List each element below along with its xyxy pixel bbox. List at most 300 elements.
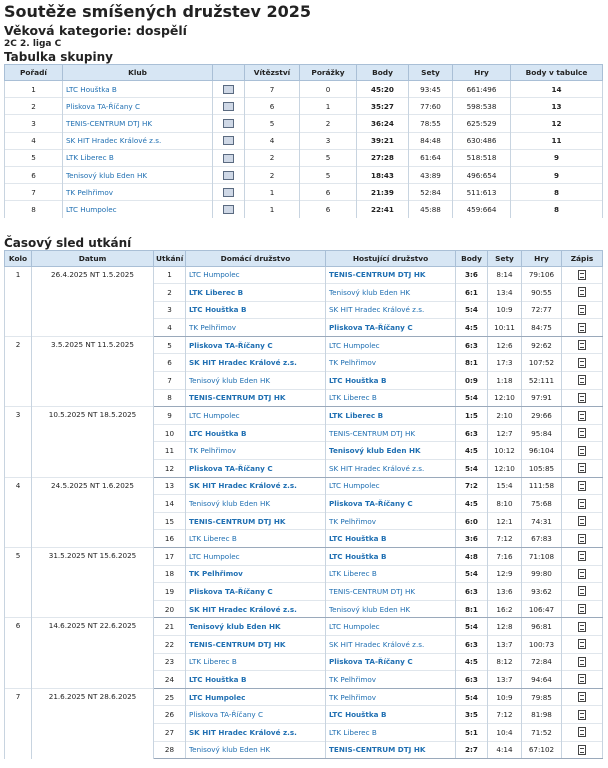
match-games-cell: 100:73 <box>522 635 562 653</box>
body-cell: 21:39 <box>357 184 409 201</box>
document-icon[interactable] <box>578 516 586 526</box>
group-row <box>5 132 603 149</box>
sets-cell: 43:89 <box>409 166 453 183</box>
match-number-cell: 20 <box>154 600 186 618</box>
match-sets-cell: 7:16 <box>488 548 522 566</box>
record-cell <box>562 530 603 548</box>
sets-cell: 84:48 <box>409 132 453 149</box>
round-date-cell: 14.6.2025 NT 22.6.2025 <box>32 618 154 688</box>
losses-cell: 5 <box>300 166 357 183</box>
home-team-link[interactable]: LTK Liberec B <box>186 653 326 671</box>
losses-cell: 2 <box>300 115 357 132</box>
group-row <box>5 81 603 98</box>
record-cell <box>562 706 603 724</box>
wins-cell: 2 <box>245 166 300 183</box>
home-team-link[interactable]: LTC Humpolec <box>186 548 326 566</box>
match-games-cell: 95:84 <box>522 424 562 442</box>
record-cell <box>562 301 603 319</box>
group-col-header: Sety <box>409 65 453 81</box>
document-icon[interactable] <box>578 428 586 438</box>
away-team-link[interactable]: LTC Humpolec <box>326 618 456 636</box>
away-team-link[interactable]: TK Pelhřimov <box>326 671 456 689</box>
document-icon[interactable] <box>578 727 586 737</box>
match-sets-cell: 10:9 <box>488 688 522 706</box>
away-team-link[interactable]: LTC Houštka B <box>326 548 456 566</box>
document-icon[interactable] <box>578 323 586 333</box>
match-body-cell: 6:3 <box>456 671 488 689</box>
match-games-cell: 74:31 <box>522 512 562 530</box>
losses-cell: 6 <box>300 184 357 201</box>
match-number-cell: 21 <box>154 618 186 636</box>
home-team-link[interactable]: Pliskova TA-Říčany C <box>186 583 326 601</box>
record-cell <box>562 354 603 372</box>
home-team-link[interactable]: Pliskova TA-Říčany C <box>186 706 326 724</box>
sets-cell: 61:64 <box>409 149 453 166</box>
document-icon[interactable] <box>578 463 586 473</box>
rank-cell: 4 <box>5 132 63 149</box>
match-body-cell: 4:5 <box>456 653 488 671</box>
match-number-cell: 6 <box>154 354 186 372</box>
match-games-cell: 79:106 <box>522 266 562 284</box>
home-team-link[interactable]: LTC Houštka B <box>186 424 326 442</box>
group-row <box>5 149 603 166</box>
group-col-header: Klub <box>63 65 213 81</box>
away-team-link[interactable]: Tenisový klub Eden HK <box>326 442 456 460</box>
match-games-cell: 93:62 <box>522 583 562 601</box>
away-team-link[interactable]: LTC Humpolec <box>326 336 456 354</box>
match-body-cell: 0:9 <box>456 372 488 390</box>
away-team-link[interactable]: TENIS-CENTRUM DTJ HK <box>326 741 456 759</box>
wins-cell: 5 <box>245 115 300 132</box>
round-cell: 5 <box>5 548 32 618</box>
body-cell: 18:43 <box>357 166 409 183</box>
schedule-col-header: Utkání <box>154 250 186 266</box>
record-cell <box>562 548 603 566</box>
record-cell <box>562 618 603 636</box>
round-cell: 1 <box>5 266 32 336</box>
group-col-header <box>213 65 245 81</box>
match-games-cell: 29:66 <box>522 407 562 425</box>
home-team-link[interactable]: TK Pelhřimov <box>186 565 326 583</box>
table-points-cell: 12 <box>511 115 603 132</box>
losses-cell: 3 <box>300 132 357 149</box>
match-games-cell: 84:75 <box>522 319 562 337</box>
team-roster-icon[interactable] <box>223 102 234 111</box>
schedule-col-header: Domácí družstvo <box>186 250 326 266</box>
match-row <box>5 688 603 706</box>
match-number-cell: 14 <box>154 495 186 513</box>
away-team-link[interactable]: TK Pelhřimov <box>326 512 456 530</box>
losses-cell: 5 <box>300 149 357 166</box>
document-icon[interactable] <box>578 393 586 403</box>
team-roster-icon[interactable] <box>223 188 234 197</box>
away-team-link[interactable]: Pliskova TA-Říčany C <box>326 653 456 671</box>
match-body-cell: 5:4 <box>456 301 488 319</box>
rank-cell: 2 <box>5 98 63 115</box>
match-sets-cell: 2:10 <box>488 407 522 425</box>
record-cell <box>562 284 603 302</box>
match-number-cell: 7 <box>154 372 186 390</box>
table-points-cell: 8 <box>511 184 603 201</box>
rank-cell: 6 <box>5 166 63 183</box>
match-sets-cell: 1:18 <box>488 372 522 390</box>
match-number-cell: 13 <box>154 477 186 495</box>
document-icon[interactable] <box>578 639 586 649</box>
match-number-cell: 10 <box>154 424 186 442</box>
document-icon[interactable] <box>578 481 586 491</box>
match-number-cell: 1 <box>154 266 186 284</box>
match-sets-cell: 12:6 <box>488 336 522 354</box>
home-team-link[interactable]: TK Pelhřimov <box>186 442 326 460</box>
schedule-col-header: Kolo <box>5 250 32 266</box>
round-date-cell: 24.5.2025 NT 1.6.2025 <box>32 477 154 547</box>
home-team-link[interactable]: Tenisový klub Eden HK <box>186 372 326 390</box>
wins-cell: 7 <box>245 81 300 98</box>
document-icon[interactable] <box>578 305 586 315</box>
home-team-link[interactable]: TENIS-CENTRUM DTJ HK <box>186 512 326 530</box>
match-number-cell: 18 <box>154 565 186 583</box>
wins-cell: 1 <box>245 201 300 218</box>
document-icon[interactable] <box>578 340 586 350</box>
match-sets-cell: 8:14 <box>488 266 522 284</box>
document-icon[interactable] <box>578 287 586 297</box>
home-team-link[interactable]: Tenisový klub Eden HK <box>186 741 326 759</box>
home-team-link[interactable]: SK HIT Hradec Králové z.s. <box>186 600 326 618</box>
wins-cell: 2 <box>245 149 300 166</box>
away-team-link[interactable]: Pliskova TA-Říčany C <box>326 495 456 513</box>
record-cell <box>562 407 603 425</box>
rank-cell: 1 <box>5 81 63 98</box>
home-team-link[interactable]: TK Pelhřimov <box>186 319 326 337</box>
match-body-cell: 5:4 <box>456 618 488 636</box>
match-body-cell: 4:5 <box>456 495 488 513</box>
match-sets-cell: 12:7 <box>488 424 522 442</box>
away-team-link[interactable]: LTK Liberec B <box>326 407 456 425</box>
document-icon[interactable] <box>578 622 586 632</box>
match-games-cell: 67:83 <box>522 530 562 548</box>
document-icon[interactable] <box>578 586 586 596</box>
games-cell: 496:654 <box>453 166 511 183</box>
games-cell: 598:538 <box>453 98 511 115</box>
match-row <box>5 336 603 354</box>
match-body-cell: 8:1 <box>456 354 488 372</box>
page-title: Soutěže smíšených družstev 2025 <box>4 2 312 21</box>
match-games-cell: 94:64 <box>522 671 562 689</box>
record-cell <box>562 442 603 460</box>
team-roster-icon[interactable] <box>223 136 234 145</box>
home-team-link[interactable]: LTC Humpolec <box>186 266 326 284</box>
away-team-link[interactable]: SK HIT Hradec Králové z.s. <box>326 301 456 319</box>
away-team-link[interactable]: SK HIT Hradec Králové z.s. <box>326 635 456 653</box>
document-icon[interactable] <box>578 692 586 702</box>
away-team-link[interactable]: SK HIT Hradec Králové z.s. <box>326 460 456 478</box>
document-icon[interactable] <box>578 657 586 667</box>
record-cell <box>562 653 603 671</box>
roster-cell <box>213 184 245 201</box>
roster-cell <box>213 201 245 218</box>
away-team-link[interactable]: Tenisový klub Eden HK <box>326 600 456 618</box>
match-sets-cell: 16:2 <box>488 600 522 618</box>
match-games-cell: 96:104 <box>522 442 562 460</box>
away-team-link[interactable]: LTC Houštka B <box>326 372 456 390</box>
match-number-cell: 15 <box>154 512 186 530</box>
match-body-cell: 6:3 <box>456 583 488 601</box>
match-sets-cell: 13:4 <box>488 284 522 302</box>
match-games-cell: 99:80 <box>522 565 562 583</box>
away-team-link[interactable]: LTK Liberec B <box>326 389 456 407</box>
match-body-cell: 6:1 <box>456 284 488 302</box>
match-games-cell: 81:98 <box>522 706 562 724</box>
round-cell: 2 <box>5 336 32 406</box>
document-icon[interactable] <box>578 710 586 720</box>
club-link[interactable]: TENIS-CENTRUM DTJ HK <box>63 115 213 132</box>
club-link[interactable]: LTK Liberec B <box>63 149 213 166</box>
match-body-cell: 3:6 <box>456 530 488 548</box>
team-roster-icon[interactable] <box>223 154 234 163</box>
match-sets-cell: 8:10 <box>488 495 522 513</box>
group-col-header: Body v tabulce <box>511 65 603 81</box>
group-table <box>4 64 603 218</box>
away-team-link[interactable]: TK Pelhřimov <box>326 688 456 706</box>
group-col-header: Body <box>357 65 409 81</box>
club-link[interactable]: Tenisový klub Eden HK <box>63 166 213 183</box>
round-cell: 7 <box>5 688 32 758</box>
schedule-heading: Časový sled utkání <box>4 235 132 250</box>
club-link[interactable]: Pliskova TA-Říčany C <box>63 98 213 115</box>
match-sets-cell: 12:10 <box>488 460 522 478</box>
record-cell <box>562 723 603 741</box>
match-sets-cell: 15:4 <box>488 477 522 495</box>
away-team-link[interactable]: TK Pelhřimov <box>326 354 456 372</box>
roster-cell <box>213 149 245 166</box>
home-team-link[interactable]: Pliskova TA-Říčany C <box>186 460 326 478</box>
away-team-link[interactable]: TENIS-CENTRUM DTJ HK <box>326 424 456 442</box>
table-points-cell: 9 <box>511 166 603 183</box>
home-team-link[interactable]: LTK Liberec B <box>186 530 326 548</box>
team-roster-icon[interactable] <box>223 85 234 94</box>
match-row <box>5 618 603 636</box>
match-body-cell: 3:5 <box>456 706 488 724</box>
group-col-header: Pořadí <box>5 65 63 81</box>
club-link[interactable]: LTC Humpolec <box>63 201 213 218</box>
match-sets-cell: 12:10 <box>488 389 522 407</box>
sets-cell: 93:45 <box>409 81 453 98</box>
match-number-cell: 26 <box>154 706 186 724</box>
match-body-cell: 5:4 <box>456 688 488 706</box>
match-sets-cell: 17:3 <box>488 354 522 372</box>
match-number-cell: 19 <box>154 583 186 601</box>
match-games-cell: 96:81 <box>522 618 562 636</box>
match-body-cell: 4:5 <box>456 442 488 460</box>
record-cell <box>562 512 603 530</box>
record-cell <box>562 635 603 653</box>
home-team-link[interactable]: Pliskova TA-Říčany C <box>186 336 326 354</box>
document-icon[interactable] <box>578 534 586 544</box>
match-games-cell: 92:62 <box>522 336 562 354</box>
round-date-cell: 26.4.2025 NT 1.5.2025 <box>32 266 154 336</box>
round-cell: 6 <box>5 618 32 688</box>
club-link[interactable]: TK Pelhřimov <box>63 184 213 201</box>
record-cell <box>562 319 603 337</box>
away-team-link[interactable]: TENIS-CENTRUM DTJ HK <box>326 266 456 284</box>
document-icon[interactable] <box>578 411 586 421</box>
match-sets-cell: 10:9 <box>488 301 522 319</box>
document-icon[interactable] <box>578 270 586 280</box>
home-team-link[interactable]: LTC Houštka B <box>186 301 326 319</box>
match-body-cell: 5:4 <box>456 389 488 407</box>
match-number-cell: 27 <box>154 723 186 741</box>
match-body-cell: 5:4 <box>456 460 488 478</box>
home-team-link[interactable]: TENIS-CENTRUM DTJ HK <box>186 635 326 653</box>
team-roster-icon[interactable] <box>223 119 234 128</box>
document-icon[interactable] <box>578 569 586 579</box>
match-games-cell: 105:85 <box>522 460 562 478</box>
away-team-link[interactable]: LTK Liberec B <box>326 723 456 741</box>
match-number-cell: 17 <box>154 548 186 566</box>
home-team-link[interactable]: Tenisový klub Eden HK <box>186 618 326 636</box>
match-body-cell: 6:0 <box>456 512 488 530</box>
group-row <box>5 201 603 218</box>
record-cell <box>562 389 603 407</box>
sets-cell: 45:88 <box>409 201 453 218</box>
record-cell <box>562 600 603 618</box>
category-heading: Věková kategorie: dospělí <box>4 23 187 38</box>
match-games-cell: 79:85 <box>522 688 562 706</box>
match-body-cell: 6:3 <box>456 336 488 354</box>
match-sets-cell: 12:9 <box>488 565 522 583</box>
body-cell: 45:20 <box>357 81 409 98</box>
away-team-link[interactable]: LTK Liberec B <box>326 565 456 583</box>
match-number-cell: 11 <box>154 442 186 460</box>
match-sets-cell: 7:12 <box>488 530 522 548</box>
sets-cell: 78:55 <box>409 115 453 132</box>
record-cell <box>562 741 603 759</box>
match-sets-cell: 8:12 <box>488 653 522 671</box>
match-sets-cell: 12:1 <box>488 512 522 530</box>
match-number-cell: 16 <box>154 530 186 548</box>
group-table-heading: Tabulka skupiny <box>4 50 113 64</box>
body-cell: 35:27 <box>357 98 409 115</box>
away-team-link[interactable]: Pliskova TA-Říčany C <box>326 319 456 337</box>
record-cell <box>562 372 603 390</box>
home-team-link[interactable]: LTC Humpolec <box>186 688 326 706</box>
match-body-cell: 5:1 <box>456 723 488 741</box>
record-cell <box>562 565 603 583</box>
away-team-link[interactable]: LTC Humpolec <box>326 477 456 495</box>
club-link[interactable]: SK HIT Hradec Králové z.s. <box>63 132 213 149</box>
match-number-cell: 25 <box>154 688 186 706</box>
home-team-link[interactable]: Tenisový klub Eden HK <box>186 495 326 513</box>
games-cell: 518:518 <box>453 149 511 166</box>
match-sets-cell: 13:7 <box>488 671 522 689</box>
wins-cell: 1 <box>245 184 300 201</box>
group-row <box>5 184 603 201</box>
match-games-cell: 67:102 <box>522 741 562 759</box>
match-games-cell: 71:52 <box>522 723 562 741</box>
record-cell <box>562 336 603 354</box>
document-icon[interactable] <box>578 499 586 509</box>
club-link[interactable]: LTC Houštka B <box>63 81 213 98</box>
document-icon[interactable] <box>578 745 586 755</box>
record-cell <box>562 424 603 442</box>
sets-cell: 77:60 <box>409 98 453 115</box>
home-team-link[interactable]: SK HIT Hradec Králové z.s. <box>186 723 326 741</box>
match-row <box>5 548 603 566</box>
round-date-cell: 3.5.2025 NT 11.5.2025 <box>32 336 154 406</box>
match-body-cell: 4:8 <box>456 548 488 566</box>
match-number-cell: 4 <box>154 319 186 337</box>
match-row <box>5 266 603 284</box>
home-team-link[interactable]: LTK Liberec B <box>186 284 326 302</box>
away-team-link[interactable]: Tenisový klub Eden HK <box>326 284 456 302</box>
match-games-cell: 97:91 <box>522 389 562 407</box>
losses-cell: 6 <box>300 201 357 218</box>
home-team-link[interactable]: SK HIT Hradec Králové z.s. <box>186 477 326 495</box>
record-cell <box>562 688 603 706</box>
rank-cell: 7 <box>5 184 63 201</box>
roster-cell <box>213 166 245 183</box>
match-sets-cell: 10:4 <box>488 723 522 741</box>
document-icon[interactable] <box>578 358 586 368</box>
document-icon[interactable] <box>578 375 586 385</box>
round-cell: 4 <box>5 477 32 547</box>
match-body-cell: 3:6 <box>456 266 488 284</box>
home-team-link[interactable]: TENIS-CENTRUM DTJ HK <box>186 389 326 407</box>
schedule-col-header: Datum <box>32 250 154 266</box>
team-roster-icon[interactable] <box>223 171 234 180</box>
record-cell <box>562 266 603 284</box>
match-games-cell: 52:111 <box>522 372 562 390</box>
round-date-cell: 10.5.2025 NT 18.5.2025 <box>32 407 154 477</box>
match-body-cell: 4:5 <box>456 319 488 337</box>
match-body-cell: 5:4 <box>456 565 488 583</box>
match-games-cell: 90:55 <box>522 284 562 302</box>
home-team-link[interactable]: LTC Humpolec <box>186 407 326 425</box>
schedule-col-header: Sety <box>488 250 522 266</box>
away-team-link[interactable]: LTC Houštka B <box>326 530 456 548</box>
body-cell: 22:41 <box>357 201 409 218</box>
games-cell: 661:496 <box>453 81 511 98</box>
document-icon[interactable] <box>578 604 586 614</box>
match-number-cell: 5 <box>154 336 186 354</box>
roster-cell <box>213 115 245 132</box>
document-icon[interactable] <box>578 551 586 561</box>
match-games-cell: 75:68 <box>522 495 562 513</box>
away-team-link[interactable]: LTC Houštka B <box>326 706 456 724</box>
home-team-link[interactable]: SK HIT Hradec Králové z.s. <box>186 354 326 372</box>
round-cell: 3 <box>5 407 32 477</box>
games-cell: 625:529 <box>453 115 511 132</box>
group-row <box>5 166 603 183</box>
home-team-link[interactable]: LTC Houštka B <box>186 671 326 689</box>
group-col-header: Vítězství <box>245 65 300 81</box>
table-points-cell: 9 <box>511 149 603 166</box>
match-row <box>5 407 603 425</box>
match-number-cell: 3 <box>154 301 186 319</box>
sets-cell: 52:84 <box>409 184 453 201</box>
match-games-cell: 71:108 <box>522 548 562 566</box>
match-number-cell: 8 <box>154 389 186 407</box>
body-cell: 39:21 <box>357 132 409 149</box>
table-points-cell: 11 <box>511 132 603 149</box>
schedule-col-header: Body <box>456 250 488 266</box>
document-icon[interactable] <box>578 674 586 684</box>
match-number-cell: 2 <box>154 284 186 302</box>
league-label: 2C 2. liga C <box>4 39 62 49</box>
document-icon[interactable] <box>578 446 586 456</box>
away-team-link[interactable]: TENIS-CENTRUM DTJ HK <box>326 583 456 601</box>
team-roster-icon[interactable] <box>223 205 234 214</box>
